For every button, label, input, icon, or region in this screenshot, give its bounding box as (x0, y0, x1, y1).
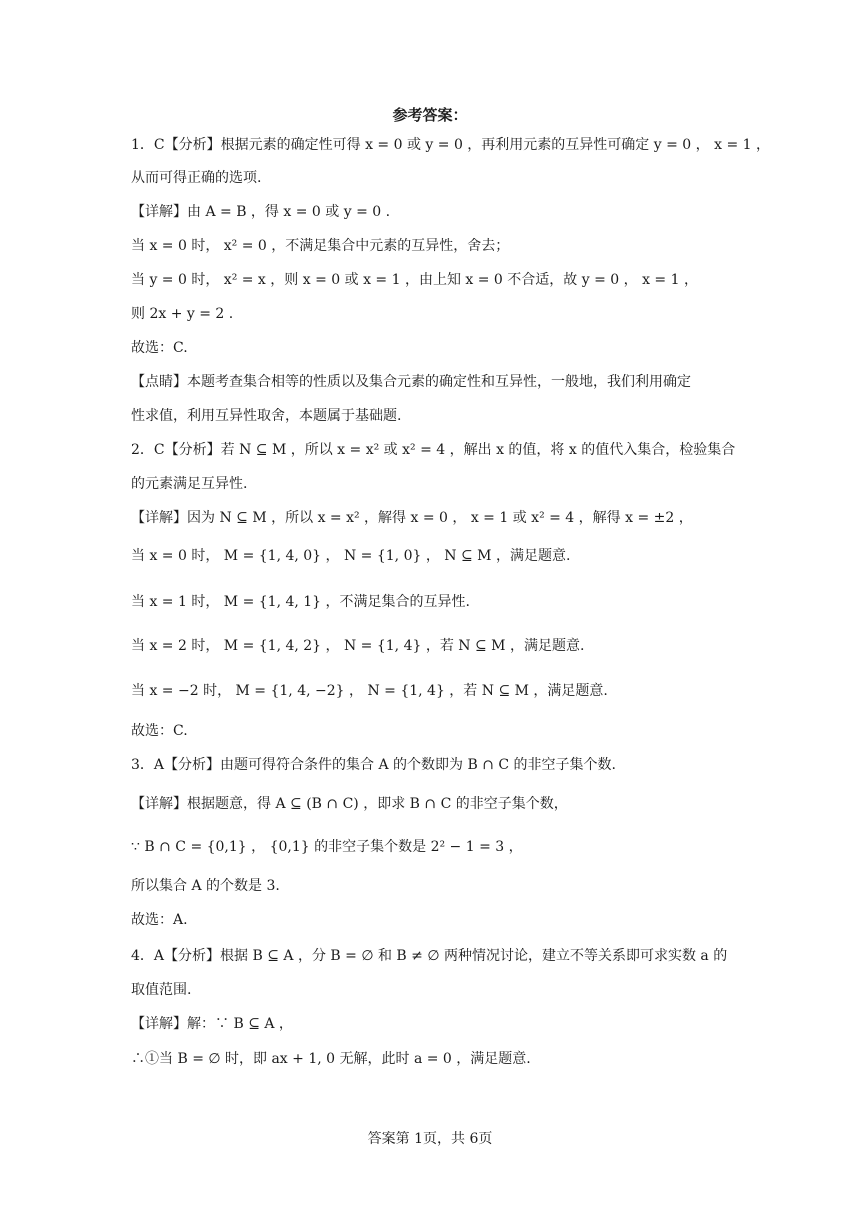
text-line: 当 y = 0 时， x² = x ，则 x = 0 或 x = 1 ，由上知 x = 0 不合适，故 y = 0 ， x = 1 ， (131, 272, 698, 288)
text-line: 当 x = 1 时， M = {1, 4, 1} ，不满足集合的互异性. (131, 594, 470, 610)
text-line: 4．A【分析】根据 B ⊆ A ，分 B = ∅ 和 B ≠ ∅ 两种情况讨论，建立不等关系即可求实数 a 的 (131, 948, 728, 964)
text-line: 从而可得正确的选项. (131, 170, 262, 186)
text-line: ∵ B ∩ C = {0,1} ， {0,1} 的非空子集个数是 2² − 1 = 3 ， (131, 839, 523, 855)
text-line: 【详解】解：∵ B ⊆ A ， (131, 1016, 293, 1032)
text-line: 取值范围. (131, 982, 192, 998)
text-line: 当 x = 0 时， x² = 0 ，不满足集合中元素的互异性，舍去； (131, 238, 510, 254)
page-footer: 答案第 1页，共 6页 (367, 1131, 493, 1147)
text-line: 【详解】因为 N ⊆ M ，所以 x = x² ，解得 x = 0 ， x = 1 或 x² = 4 ，解得 x = ±2 ， (131, 510, 693, 526)
text-line: 【点睛】本题考查集合相等的性质以及集合元素的确定性和互异性，一般地，我们利用确定 (131, 374, 691, 390)
text-line: 性求值，利用互异性取舍，本题属于基础题. (131, 408, 402, 424)
text-line: 3．A【分析】由题可得符合条件的集合 A 的个数即为 B ∩ C 的非空子集个数. (131, 757, 617, 773)
page-title: 参考答案： (392, 106, 468, 124)
text-line: 当 x = −2 时， M = {1, 4, −2} ， N = {1, 4} ，若 N ⊆ M ，满足题意. (131, 683, 608, 699)
text-line: 1．C【分析】根据元素的确定性可得 x = 0 或 y = 0 ，再利用元素的互异性可确定 y = 0 ， x = 1 ， (131, 137, 770, 153)
text-line: ∴①当 B = ∅ 时，即 ax + 1, 0 无解，此时 a = 0 ，满足题意. (131, 1051, 531, 1067)
text-line: 2．C【分析】若 N ⊆ M ，所以 x = x² 或 x² = 4 ，解出 x 的值，将 x 的值代入集合，检验集合 (131, 442, 736, 458)
text-line: 【详解】根据题意，得 A ⊆ (B ∩ C) ，即求 B ∩ C 的非空子集个数， (131, 796, 568, 812)
text-line: 【详解】由 A = B ，得 x = 0 或 y = 0 . (131, 204, 391, 220)
text-line: 的元素满足互异性. (131, 476, 248, 492)
text-line: 所以集合 A 的个数是 3. (131, 878, 280, 894)
text-line: 当 x = 0 时， M = {1, 4, 0} ， N = {1, 0} ， N ⊆ M ，满足题意. (131, 548, 571, 564)
text-line: 故选：C. (131, 340, 188, 356)
text-line: 则 2x + y = 2 . (131, 306, 234, 322)
text-line: 故选：A. (131, 912, 188, 928)
text-line: 故选：C. (131, 723, 188, 739)
text-line: 当 x = 2 时， M = {1, 4, 2} ， N = {1, 4} ，若 N ⊆ M ，满足题意. (131, 638, 585, 654)
